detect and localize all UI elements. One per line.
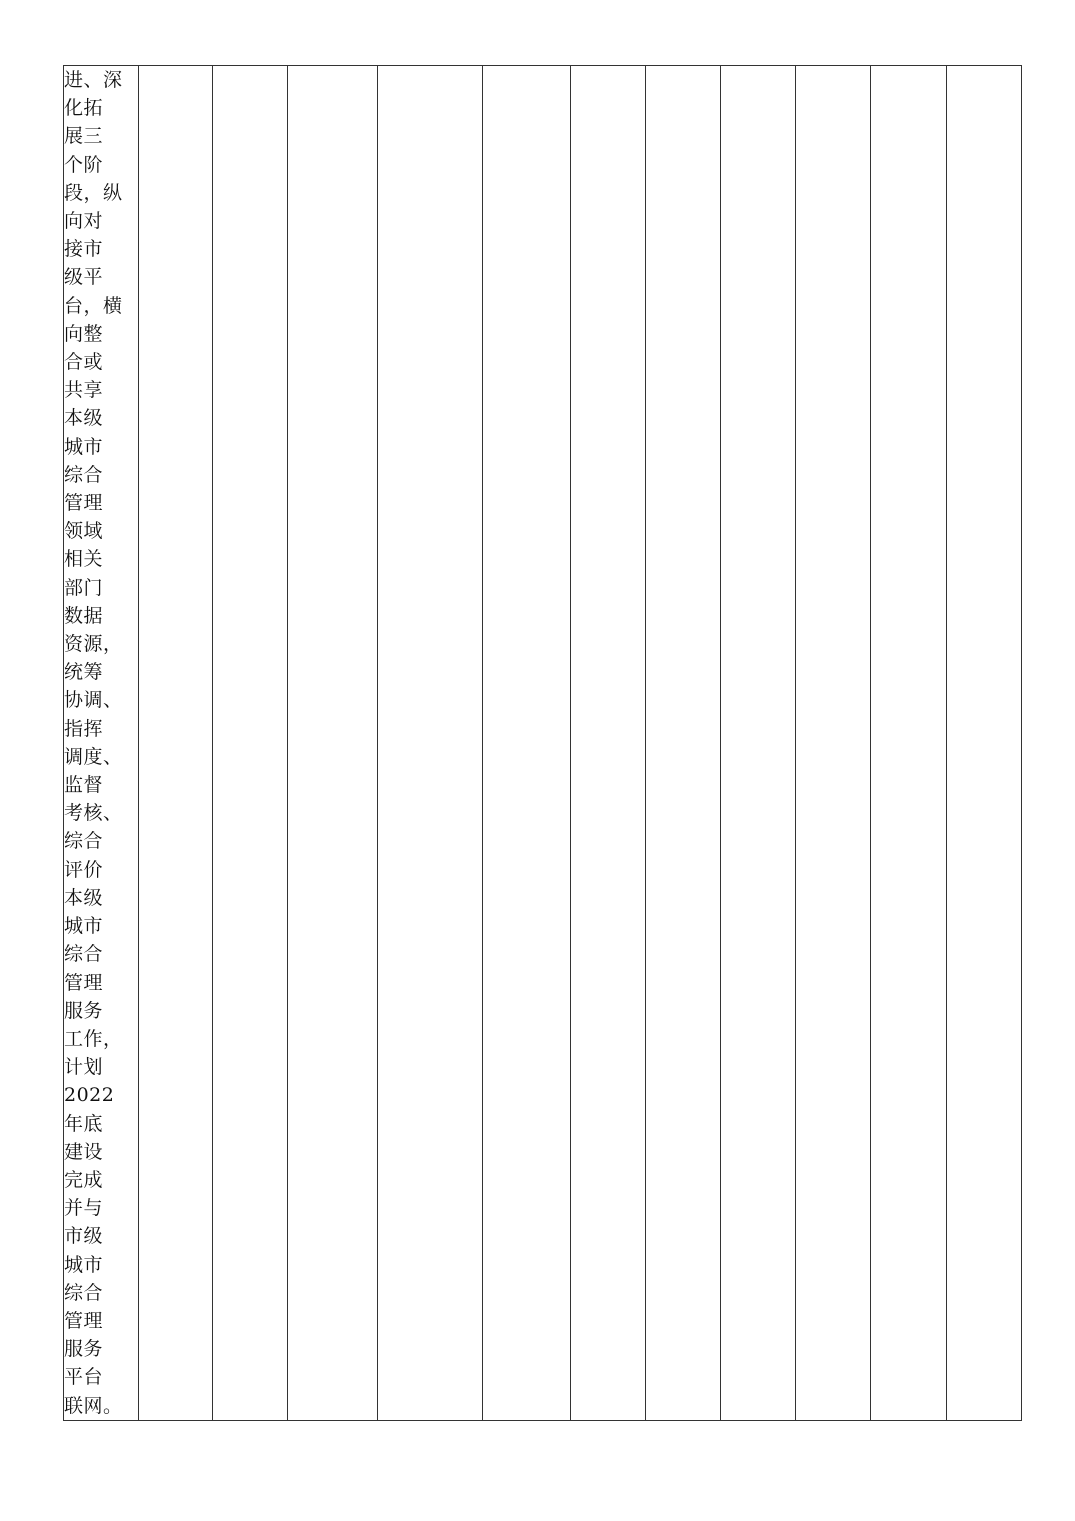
cell-text-line: 本级: [64, 407, 104, 430]
cell-text-line: 综合: [64, 463, 104, 486]
table-cell: [571, 66, 646, 1421]
cell-text-line: 级平: [64, 266, 104, 289]
table-cell-description: [64, 66, 139, 1421]
cell-text-line: 数据: [64, 604, 104, 627]
cell-text-line: 段，纵: [64, 181, 123, 204]
cell-text-line: 城市: [64, 435, 104, 458]
table-cell: [871, 66, 947, 1421]
cell-text-line: 合或: [64, 351, 104, 374]
cell-text-line: 并与: [64, 1197, 104, 1220]
cell-text-line: 完成: [64, 1168, 104, 1191]
table-cell: [213, 66, 288, 1421]
cell-text-line: 2022: [64, 1084, 115, 1107]
table-cell: [721, 66, 796, 1421]
cell-text-line: 评价: [64, 858, 104, 881]
cell-text-line: 统筹: [64, 661, 104, 684]
cell-text-line: 管理: [64, 492, 104, 515]
cell-text-line: 向整: [64, 322, 104, 345]
table-cell: [646, 66, 721, 1421]
cell-text: [64, 66, 138, 1420]
table-cell: [378, 66, 483, 1421]
data-table: [63, 65, 1022, 1421]
cell-text-line: 服务: [64, 1338, 104, 1361]
cell-text-line: 建设: [64, 1140, 104, 1163]
cell-text-line: 资源，: [64, 633, 123, 656]
cell-text-line: 化拓: [64, 97, 104, 120]
cell-text-line: 工作，: [64, 1027, 123, 1050]
cell-text-line: 市级: [64, 1225, 104, 1248]
cell-text-line: 管理: [64, 971, 104, 994]
cell-text-line: 综合: [64, 1281, 104, 1304]
cell-text-line: 调度、: [64, 745, 123, 768]
cell-text-line: 部门: [64, 576, 104, 599]
cell-text-line: 共享: [64, 379, 104, 402]
cell-text-line: 向对: [64, 210, 104, 233]
cell-text-line: 本级: [64, 886, 104, 909]
cell-text-line: 城市: [64, 915, 104, 938]
table-cell: [288, 66, 378, 1421]
cell-text-line: 联网。: [64, 1394, 123, 1417]
cell-text-line: 监督: [64, 774, 104, 797]
cell-text-line: 接市: [64, 238, 104, 261]
cell-text-line: 协调、: [64, 689, 123, 712]
table-row: [64, 66, 1022, 1421]
cell-text-line: 服务: [64, 999, 104, 1022]
cell-text-line: 个阶: [64, 153, 104, 176]
cell-text-line: 台，横: [64, 294, 123, 317]
table-cell: [139, 66, 213, 1421]
cell-text-line: 平台: [64, 1366, 104, 1389]
cell-text-line: 指挥: [64, 717, 104, 740]
cell-text-line: 相关: [64, 548, 104, 571]
cell-text-line: 领域: [64, 520, 104, 543]
table-cell: [947, 66, 1022, 1421]
cell-text-line: 综合: [64, 830, 104, 853]
table-cell: [483, 66, 571, 1421]
cell-text-line: 综合: [64, 943, 104, 966]
table-cell: [796, 66, 871, 1421]
cell-text-line: 考核、: [64, 802, 123, 825]
cell-text-line: 城市: [64, 1253, 104, 1276]
cell-text-line: 计划: [64, 1056, 104, 1079]
cell-text-line: 展三: [64, 125, 104, 148]
cell-text-line: 年底: [64, 1112, 104, 1135]
cell-text-line: 进、深: [64, 69, 123, 91]
cell-text-line: 管理: [64, 1309, 104, 1332]
